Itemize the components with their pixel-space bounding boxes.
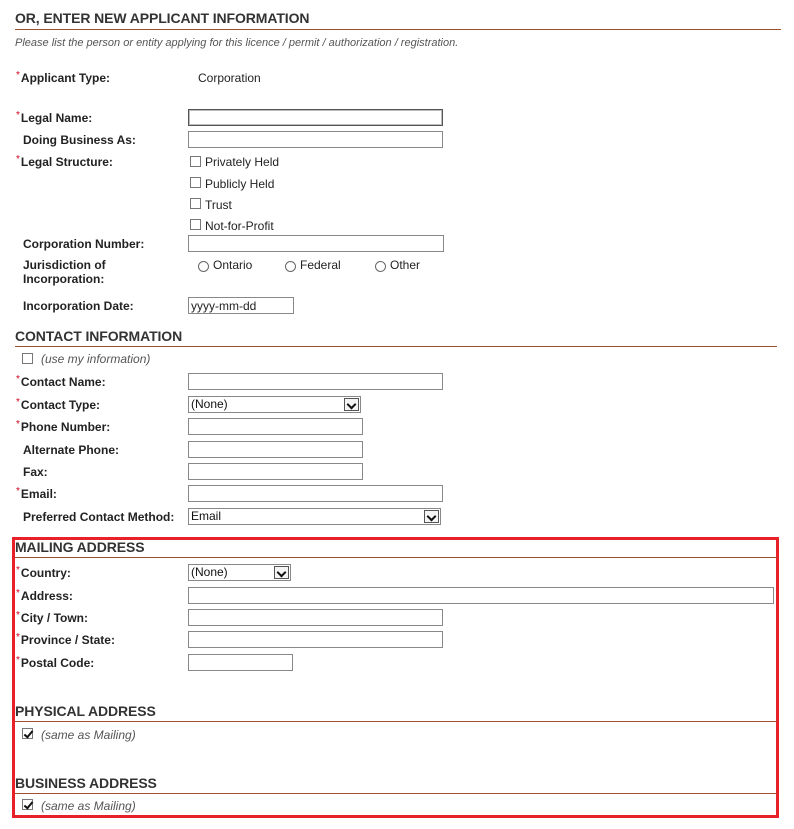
contact-type-value: (None) [191,397,228,411]
required-marker-icon: * [16,419,20,430]
alt-phone-input[interactable] [188,441,363,458]
trust-label: Trust [205,198,232,212]
use-my-info-label: (use my information) [41,352,151,366]
alt-phone-label: Alternate Phone: [23,443,120,457]
privately-held-checkbox[interactable] [190,156,201,167]
required-marker-icon: * [16,154,20,165]
jurisdiction-federal-label: Federal [300,258,341,272]
applicant-section-rule [15,29,781,30]
required-marker-icon: * [16,655,20,666]
use-my-info-checkbox[interactable] [22,353,33,364]
fax-input[interactable] [188,463,363,480]
privately-held-label: Privately Held [205,155,280,169]
dba-label: Doing Business As: [23,133,136,147]
jurisdiction-label: Jurisdiction of Incorporation: [23,258,106,286]
phone-label: *Phone Number: [16,419,111,434]
required-marker-icon: * [16,632,20,643]
jurisdiction-ontario-radio[interactable] [198,261,209,272]
jurisdiction-ontario-label: Ontario [213,258,253,272]
contact-name-label: *Contact Name: [16,374,106,389]
city-input[interactable] [188,609,443,626]
province-label: *Province / State: [16,632,115,647]
country-select[interactable] [188,564,291,581]
email-input[interactable] [188,485,443,502]
chevron-down-icon[interactable] [424,510,439,523]
chevron-down-icon[interactable] [274,566,289,579]
not-for-profit-label: Not-for-Profit [205,219,274,233]
publicly-held-checkbox[interactable] [190,177,201,188]
jurisdiction-federal-radio[interactable] [285,261,296,272]
country-label: *Country: [16,565,71,580]
publicly-held-label: Publicly Held [205,177,275,191]
physical-same-label: (same as Mailing) [41,728,136,742]
applicant-hint: Please list the person or entity applying for this licence / permit / authorization / registration. [15,37,459,49]
trust-checkbox[interactable] [190,198,201,209]
required-marker-icon: * [16,70,20,81]
mailing-section-rule [15,557,777,558]
applicant-type-label: *Applicant Type: [16,70,111,85]
applicant-type-value: Corporation [198,71,261,85]
business-same-label: (same as Mailing) [41,799,136,813]
address-input[interactable] [188,587,774,604]
preferred-contact-select[interactable] [188,508,441,525]
contact-section-rule [15,346,777,347]
inc-date-label: Incorporation Date: [23,299,134,313]
physical-section-title: PHYSICAL ADDRESS [15,703,156,719]
jurisdiction-other-label: Other [390,258,421,272]
required-marker-icon: * [16,486,20,497]
required-marker-icon: * [16,397,20,408]
province-input[interactable] [188,631,443,648]
city-label: *City / Town: [16,610,89,625]
legal-name-label: *Legal Name: [16,110,93,125]
contact-section-title: CONTACT INFORMATION [15,328,183,344]
required-marker-icon: * [16,565,20,576]
physical-section-rule [15,721,777,722]
dba-input[interactable] [188,131,443,148]
corp-number-label: Corporation Number: [23,237,145,251]
contact-type-select[interactable] [188,396,361,413]
email-label: *Email: [16,486,57,501]
business-same-checkbox[interactable] [22,799,33,810]
required-marker-icon: * [16,110,20,121]
postal-code-input[interactable] [188,654,293,671]
physical-same-checkbox[interactable] [22,728,33,739]
chevron-down-icon[interactable] [344,398,359,411]
not-for-profit-checkbox[interactable] [190,219,201,230]
required-marker-icon: * [16,588,20,599]
fax-label: Fax: [23,465,48,479]
address-label: *Address: [16,588,73,603]
applicant-section-title: OR, ENTER NEW APPLICANT INFORMATION [15,10,310,26]
business-section-title: BUSINESS ADDRESS [15,775,157,791]
mailing-section-title: MAILING ADDRESS [15,539,145,555]
contact-name-input[interactable] [188,373,443,390]
corp-number-input[interactable] [188,235,444,252]
contact-type-label: *Contact Type: [16,397,101,412]
preferred-contact-label: Preferred Contact Method: [23,510,175,524]
phone-input[interactable] [188,418,363,435]
legal-name-input[interactable] [188,109,443,126]
postal-code-label: *Postal Code: [16,655,95,670]
legal-structure-label: *Legal Structure: [16,154,113,169]
country-value: (None) [191,565,228,579]
jurisdiction-other-radio[interactable] [375,261,386,272]
required-marker-icon: * [16,610,20,621]
business-section-rule [15,793,777,794]
inc-date-input[interactable] [188,297,294,314]
preferred-contact-value: Email [191,509,222,523]
required-marker-icon: * [16,374,20,385]
